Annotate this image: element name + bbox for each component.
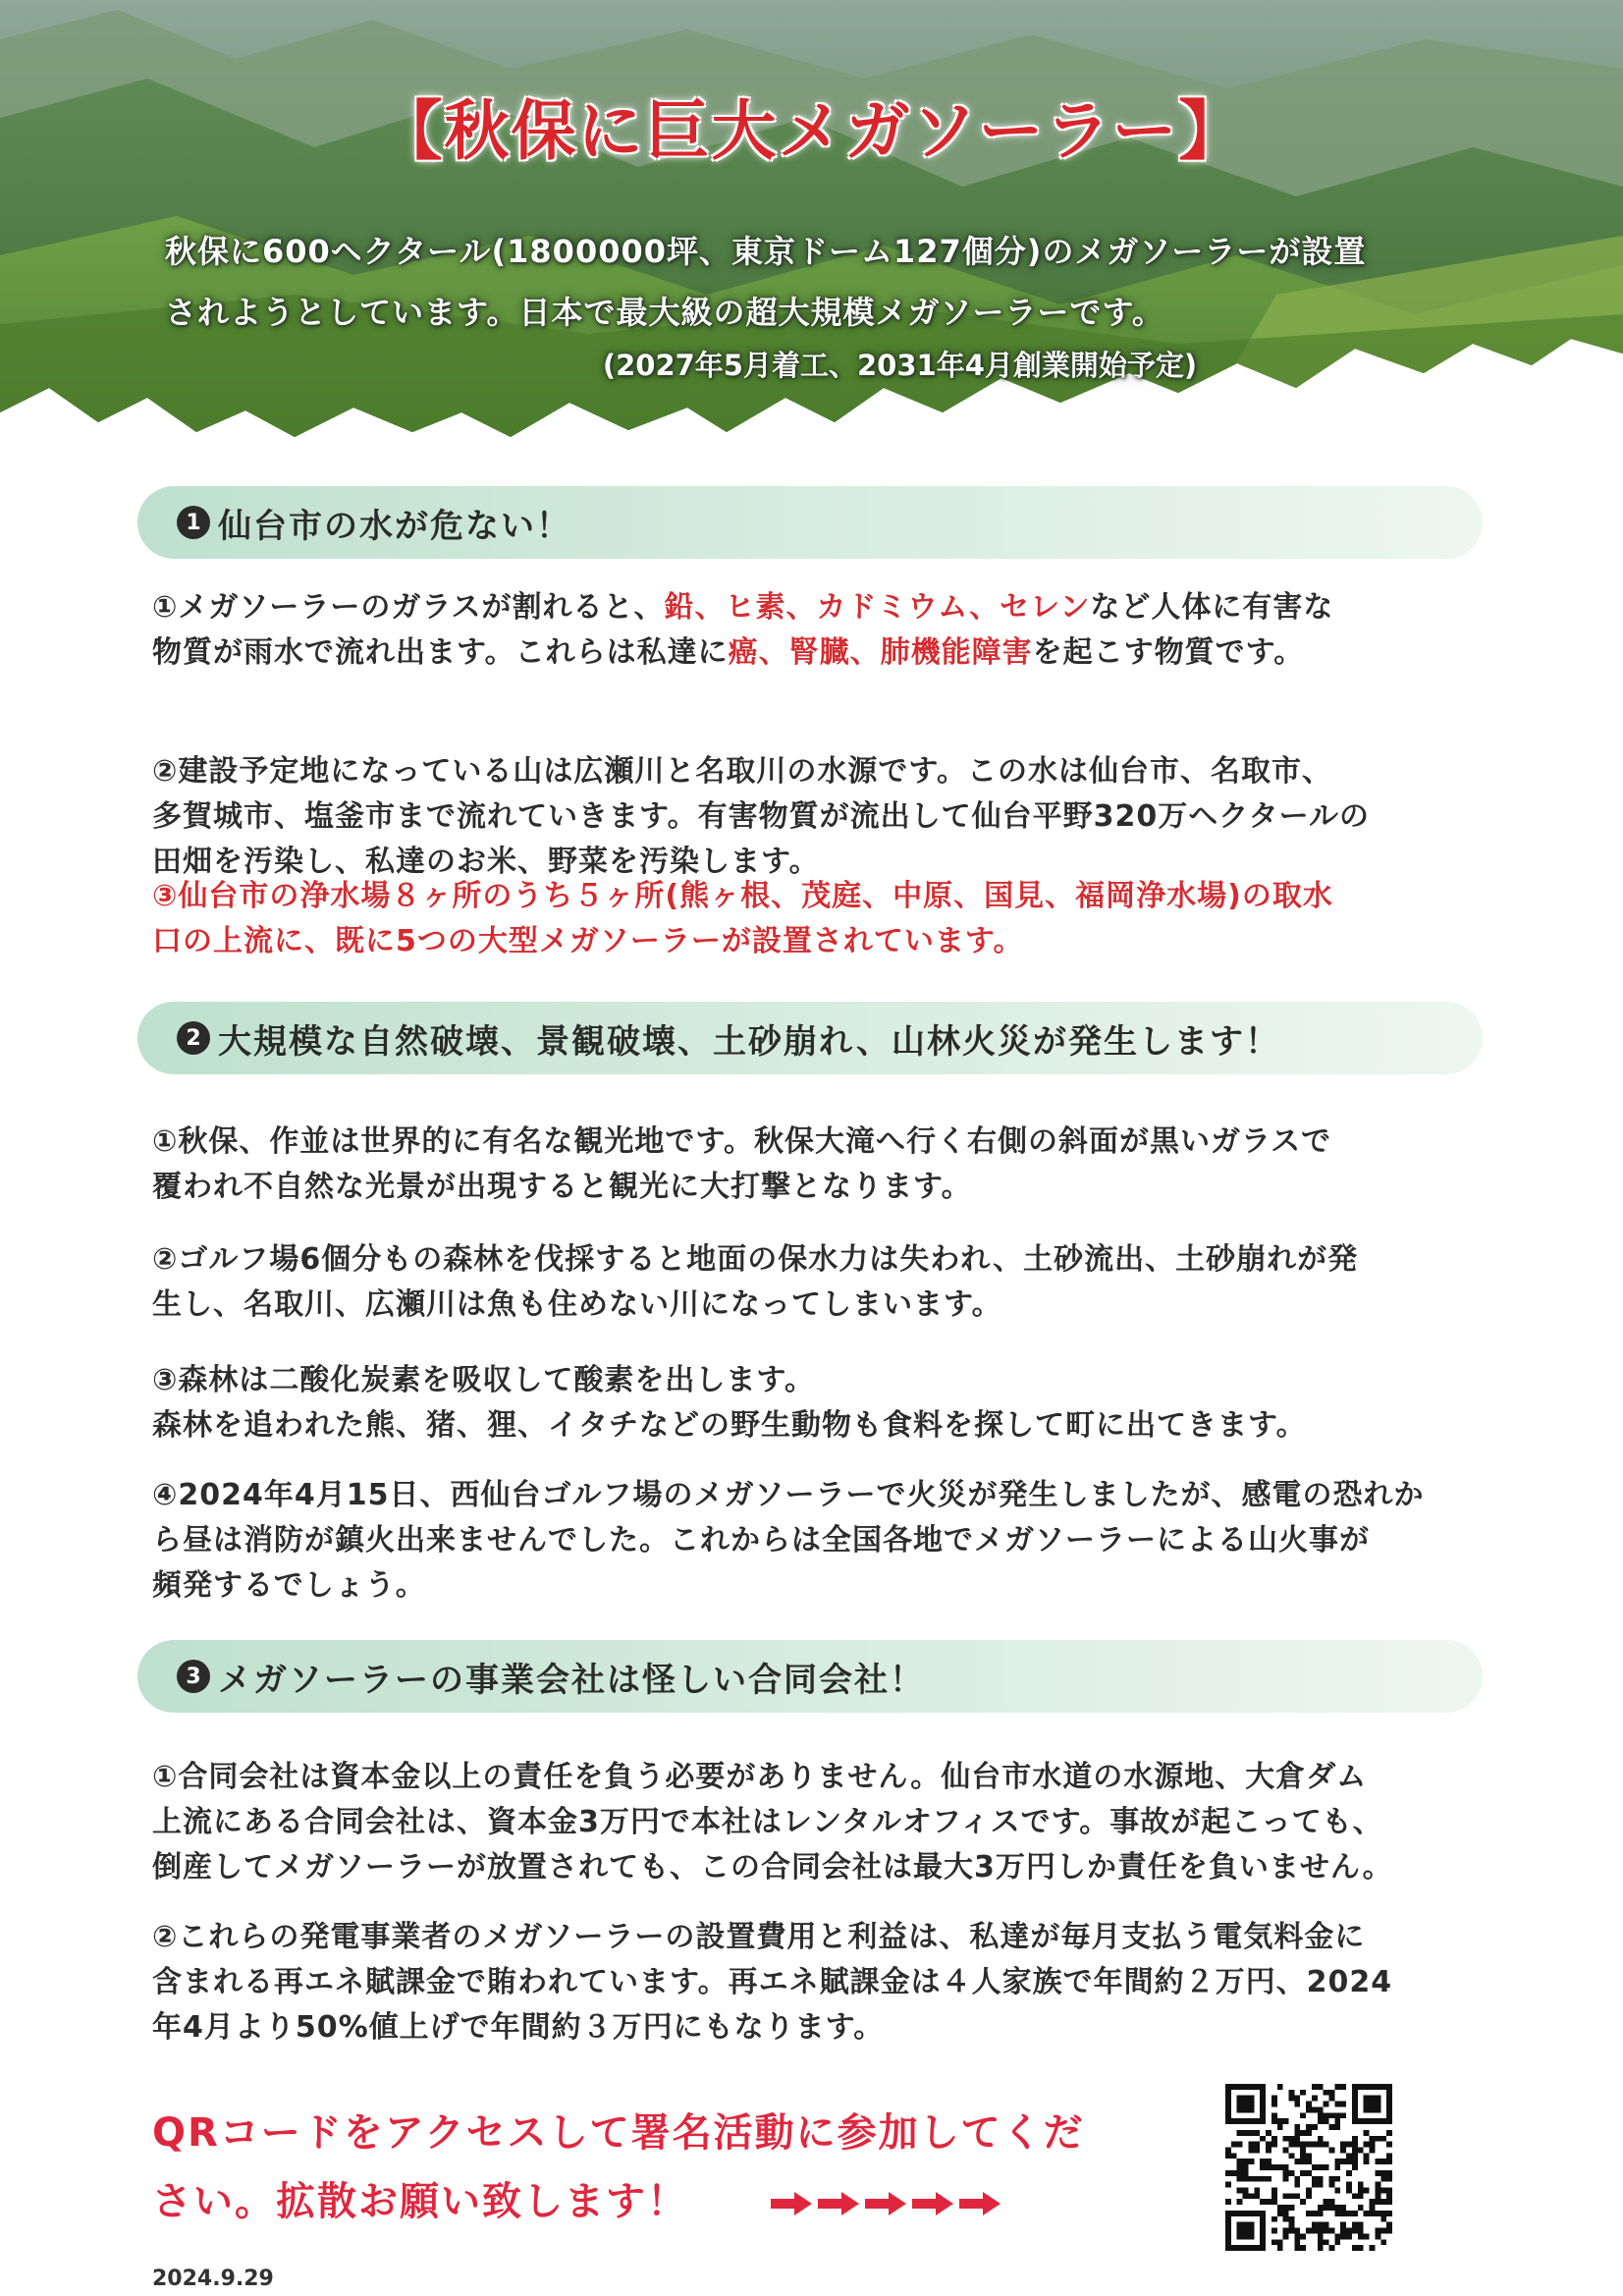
paragraph [152,1358,1497,1449]
paragraph [152,874,1497,964]
paragraph [152,1120,1497,1210]
paragraph-line [152,1518,1497,1563]
paragraph [152,1473,1497,1609]
body-text: ④2024年4月15日、西仙台ゴルフ場のメガソーラーで火災が発生しましたが、感電の恐れか [152,1478,1425,1512]
highlighted-text: ③仙台市の浄水場８ヶ所のうち５ヶ所(熊ヶ根、茂庭、中原、国見、福岡浄水場)の取水 [152,879,1333,913]
right-arrow-icon [959,2192,1002,2215]
arrow-row [771,2192,1002,2215]
paragraph [152,1237,1497,1328]
paragraph-line [152,1120,1497,1165]
section-title: 大規模な自然破壊、景観破壊、土砂崩れ、山林火災が発生します！ [218,1021,1281,1062]
right-arrow-icon [771,2192,814,2215]
paragraph [152,749,1497,885]
body-text: ②これらの発電事業者のメガソーラーの設置費用と利益は、私達が毎月支払う電気料金に [152,1920,1366,1954]
body-text: を起こす物質です。 [1032,635,1305,670]
hero-lead-line: 秋保に600ヘクタール(1800000坪、東京ドーム127個分)のメガソーラーが設置 [165,233,1367,270]
body-text: ③森林は二酸化炭素を吸収して酸素を出します。 [152,1363,815,1397]
body-text: ②建設予定地になっている山は広瀬川と名取川の水源です。この水は仙台市、名取市、 [152,754,1332,789]
section-title: メガソーラーの事業会社は怪しい合同会社！ [218,1660,925,1700]
highlighted-text: 鉛、ヒ素、カドミウム、セレン [664,590,1091,625]
paragraph-line [152,1403,1497,1449]
paragraph-line [152,2005,1497,2050]
section-title: 仙台市の水が危ない！ [218,506,571,546]
body-text: 森林を追われた熊、猪、狸、イタチなどの野生動物も食料を探して町に出てきます。 [152,1408,1307,1443]
section-header-1 [137,486,1483,559]
paragraph [152,1915,1497,2050]
body-text: ら昼は消防が鎮火出来ませんでした。これからは全国各地でメガソーラーによる山火事が [152,1523,1370,1558]
right-arrow-icon [818,2192,861,2215]
body-text: ①メガソーラーのガラスが割れると、 [152,590,665,625]
right-arrow-icon [865,2192,908,2215]
body-text: など人体に有害な [1090,590,1334,625]
paragraph [152,1755,1497,1890]
paragraph [152,585,1497,676]
paragraph-line [152,1755,1497,1800]
call-to-action: さい。拡散お願い致します！ [152,2179,688,2224]
paragraph-line [152,1960,1497,2005]
section-number-badge: 2 [177,1021,210,1055]
right-arrow-icon [912,2192,955,2215]
section-number-badge: 3 [177,1660,210,1693]
qr-code-icon[interactable] [1225,2084,1392,2251]
body-text: 覆われ不自然な光景が出現すると観光に大打撃となります。 [152,1170,972,1204]
highlighted-text: 口の上流に、既に5つの大型メガソーラーが設置されています。 [152,924,1024,958]
paragraph-line [152,585,1497,630]
section-header-3 [137,1640,1483,1713]
body-text: 倒産してメガソーラーが放置されても、この合同会社は最大3万円しか責任を負いません。 [152,1850,1393,1885]
body-text: 頻発するでしょう。 [152,1568,426,1603]
hero-schedule: (2027年5月着工、2031年4月創業開始予定) [602,349,1198,382]
paragraph-line [152,1165,1497,1210]
paragraph-line [152,1237,1497,1283]
paragraph-line [152,1563,1497,1609]
section-header-2 [137,1002,1483,1074]
body-text: 田畑を汚染し、私達のお米、野菜を汚染します。 [152,845,820,879]
paragraph-line [152,794,1497,840]
call-to-action: QRコードをアクセスして署名活動に参加してくだ [152,2110,1085,2156]
hero-lead-line: されようとしています。日本で最大級の超大規模メガソーラーです。 [165,294,1164,331]
paragraph-line [152,919,1497,964]
body-text: 年4月より50%値上げで年間約３万円にもなります。 [152,2010,885,2045]
paragraph-line [152,1358,1497,1403]
paragraph-line [152,874,1497,919]
paragraph-line [152,630,1497,676]
paragraph-line [152,1800,1497,1845]
body-text: 生し、名取川、広瀬川は魚も住めない川になってしまいます。 [152,1287,1002,1322]
body-text: ①秋保、作並は世界的に有名な観光地です。秋保大滝へ行く右側の斜面が黒いガラスで [152,1124,1332,1159]
hero-banner [0,0,1623,462]
page-title: 【秋保に巨大メガソーラー】 [377,93,1246,169]
highlighted-text: 癌、腎臓、肺機能障害 [728,635,1033,670]
body-text: ①合同会社は資本金以上の責任を負う必要がありません。仙台市水道の水源地、大倉ダム [152,1760,1368,1794]
section-number-badge: 1 [177,506,210,539]
body-text: 多賀城市、塩釜市まで流れていきます。有害物質が流出して仙台平野320万ヘクタールの [152,799,1371,834]
paragraph-line [152,1473,1497,1518]
body-text: 物質が雨水で流れ出ます。これらは私達に [152,635,729,670]
paragraph-line [152,1915,1497,1960]
body-text: ②ゴルフ場6個分もの森林を伐採すると地面の保水力は失われ、土砂流出、土砂崩れが発 [152,1242,1359,1277]
paragraph-line [152,1283,1497,1328]
issue-date: 2024.9.29 [152,2267,274,2291]
paragraph-line [152,749,1497,794]
paragraph-line [152,1845,1497,1890]
body-text: 含まれる再エネ賦課金で賄われています。再エネ賦課金は４人家族で年間約２万円、2024 [152,1965,1393,1999]
hero-lead [165,221,1481,343]
body-text: 上流にある合同会社は、資本金3万円で本社はレンタルオフィスです。事故が起こっても、 [152,1805,1383,1839]
